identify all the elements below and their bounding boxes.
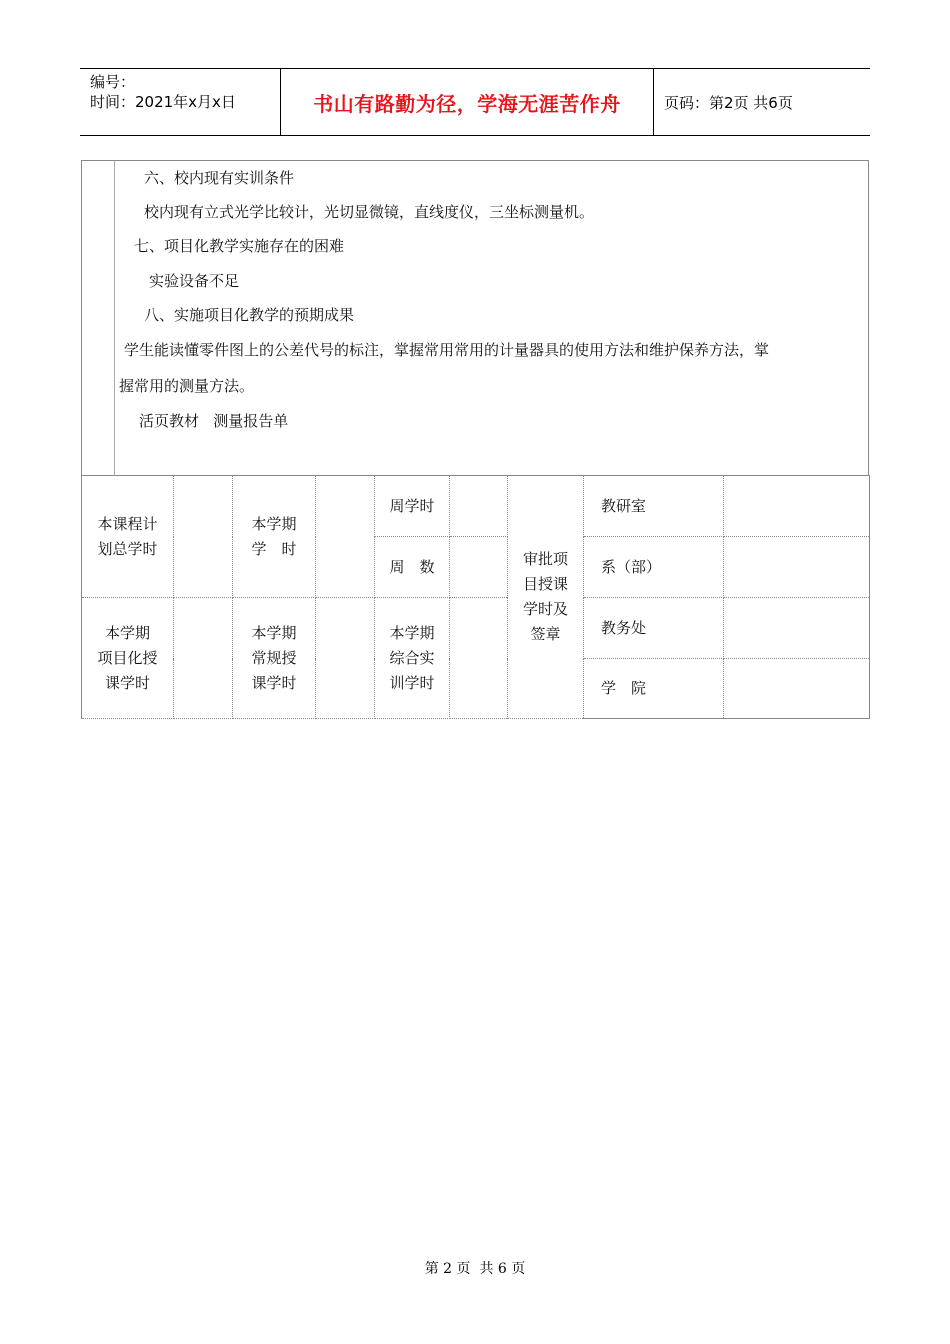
- academic-affairs-label: 教务处: [584, 598, 724, 659]
- college-label: 学 院: [584, 659, 724, 719]
- course-total-hours-label: 本课程计 划总学时: [82, 476, 174, 598]
- term-hours-value[interactable]: [316, 476, 375, 598]
- header-page-number: 页码：第2页 共6页: [664, 93, 793, 112]
- document-date: 时间：2021年x月x日: [90, 93, 236, 111]
- project-hours-label: 本学期 项目化授 课学时: [82, 598, 174, 719]
- header-motto: 书山有路勤为径，学海无涯苦作舟: [281, 69, 654, 135]
- regular-hours-label: 本学期 常规授 课学时: [233, 598, 316, 719]
- teaching-materials: 活页教材 测量报告单: [139, 412, 289, 430]
- college-signature[interactable]: [724, 659, 870, 719]
- page-header: [80, 68, 870, 136]
- weekly-hours-label: 周学时: [375, 476, 450, 537]
- section-7-title: 七、项目化教学实施存在的困难: [134, 237, 345, 255]
- header-meta: [80, 69, 281, 135]
- content-box: [81, 160, 869, 475]
- weekly-hours-value[interactable]: [450, 476, 508, 537]
- department-label: 系（部）: [584, 537, 724, 598]
- section-8-title: 八、实施项目化教学的预期成果: [144, 306, 355, 324]
- training-hours-value[interactable]: [450, 598, 508, 719]
- approval-label: 审批项 目授课 学时及 签章: [508, 476, 584, 719]
- hours-approval-table: [81, 475, 870, 719]
- section-6-body: 校内现有立式光学比较计，光切显微镜，直线度仪，三坐标测量机。: [144, 203, 595, 221]
- teaching-office-signature[interactable]: [724, 476, 870, 537]
- weeks-value[interactable]: [450, 537, 508, 598]
- weeks-label: 周 数: [375, 537, 450, 598]
- section-7-body: 实验设备不足: [149, 272, 240, 290]
- section-8-body-line-1: 学生能读懂零件图上的公差代号的标注，掌握常用常用的计量器具的使用方法和维护保养方法，掌: [124, 341, 770, 359]
- teaching-office-label: 教研室: [584, 476, 724, 537]
- page-footer: 第 2 页 共 6 页: [424, 1261, 526, 1277]
- section-8-body-line-2: 握常用的测量方法。: [119, 377, 255, 395]
- content-divider: [114, 161, 115, 475]
- course-total-hours-value[interactable]: [174, 476, 233, 598]
- section-6-title: 六、校内现有实训条件: [144, 169, 295, 187]
- academic-affairs-signature[interactable]: [724, 598, 870, 659]
- regular-hours-value[interactable]: [316, 598, 375, 719]
- project-hours-value[interactable]: [174, 598, 233, 719]
- term-hours-label: 本学期 学 时: [233, 476, 316, 598]
- department-signature[interactable]: [724, 537, 870, 598]
- training-hours-label: 本学期 综合实 训学时: [375, 598, 450, 719]
- document-id-label: 编号：: [90, 73, 136, 91]
